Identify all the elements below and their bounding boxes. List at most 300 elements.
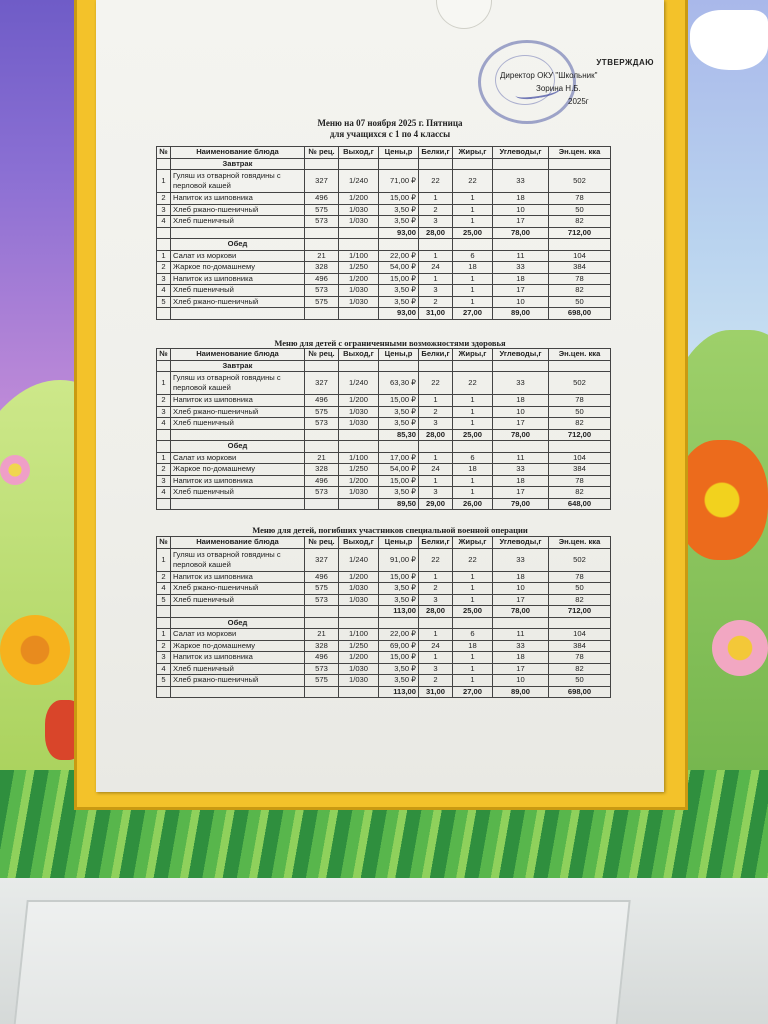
fats: 1 bbox=[453, 475, 493, 487]
total-carbohydrates: 79,00 bbox=[493, 498, 549, 510]
menu-title bbox=[160, 118, 620, 140]
empty-cell bbox=[339, 498, 379, 510]
row-number: 4 bbox=[157, 583, 171, 595]
carbohydrates: 10 bbox=[493, 675, 549, 687]
empty-cell bbox=[305, 308, 339, 320]
carbohydrates: 11 bbox=[493, 629, 549, 641]
empty-cell bbox=[419, 158, 453, 170]
meal-heading-row bbox=[157, 617, 611, 629]
fats: 1 bbox=[453, 594, 493, 606]
row-number: 5 bbox=[157, 296, 171, 308]
column-header: № рец. bbox=[305, 147, 339, 159]
recipe-number: 328 bbox=[305, 640, 339, 652]
empty-cell bbox=[171, 498, 305, 510]
empty-cell bbox=[305, 227, 339, 239]
carbohydrates: 18 bbox=[493, 571, 549, 583]
proteins: 3 bbox=[419, 663, 453, 675]
empty-cell bbox=[419, 441, 453, 453]
carbohydrates: 33 bbox=[493, 464, 549, 476]
empty-cell bbox=[171, 308, 305, 320]
portion-output: 1/030 bbox=[339, 594, 379, 606]
column-header: Белки,г bbox=[419, 147, 453, 159]
recipe-number: 496 bbox=[305, 273, 339, 285]
empty-cell bbox=[339, 429, 379, 441]
empty-cell bbox=[419, 360, 453, 372]
table-header-row bbox=[157, 349, 611, 361]
price: 15,00 ₽ bbox=[379, 193, 419, 205]
total-price: 85,30 bbox=[379, 429, 419, 441]
recipe-number: 496 bbox=[305, 475, 339, 487]
energy-value: 50 bbox=[549, 675, 611, 687]
empty-cell bbox=[305, 360, 339, 372]
carbohydrates: 33 bbox=[493, 372, 549, 395]
empty-cell bbox=[157, 429, 171, 441]
empty-cell bbox=[171, 606, 305, 618]
dish-name: Салат из моркови bbox=[171, 629, 305, 641]
energy-value: 82 bbox=[549, 216, 611, 228]
recipe-number: 575 bbox=[305, 583, 339, 595]
dish-name: Жаркое по-домашнему bbox=[171, 640, 305, 652]
fats: 6 bbox=[453, 452, 493, 464]
price: 91,00 ₽ bbox=[379, 548, 419, 571]
meal-heading-row bbox=[157, 360, 611, 372]
meal-name: Обед bbox=[171, 441, 305, 453]
energy-value: 78 bbox=[549, 652, 611, 664]
price: 3,50 ₽ bbox=[379, 663, 419, 675]
dish-name: Хлеб пшеничный bbox=[171, 663, 305, 675]
energy-value: 502 bbox=[549, 372, 611, 395]
row-number: 1 bbox=[157, 372, 171, 395]
meal-heading-row bbox=[157, 239, 611, 251]
column-header: Наименование блюда bbox=[171, 147, 305, 159]
carbohydrates: 33 bbox=[493, 170, 549, 193]
proteins: 1 bbox=[419, 193, 453, 205]
table-row bbox=[157, 296, 611, 308]
row-number: 1 bbox=[157, 250, 171, 262]
price: 3,50 ₽ bbox=[379, 594, 419, 606]
carbohydrates: 18 bbox=[493, 273, 549, 285]
empty-cell bbox=[379, 158, 419, 170]
total-price: 93,00 bbox=[379, 308, 419, 320]
dish-name: Жаркое по-домашнему bbox=[171, 262, 305, 274]
recipe-number: 573 bbox=[305, 594, 339, 606]
table-row bbox=[157, 663, 611, 675]
price: 54,00 ₽ bbox=[379, 262, 419, 274]
price: 17,00 ₽ bbox=[379, 452, 419, 464]
total-proteins: 28,00 bbox=[419, 227, 453, 239]
empty-cell bbox=[549, 617, 611, 629]
portion-output: 1/240 bbox=[339, 548, 379, 571]
flower-decoration bbox=[0, 455, 30, 485]
fats: 1 bbox=[453, 663, 493, 675]
fats: 1 bbox=[453, 296, 493, 308]
energy-value: 104 bbox=[549, 250, 611, 262]
row-number: 2 bbox=[157, 571, 171, 583]
empty-cell bbox=[453, 360, 493, 372]
empty-cell bbox=[453, 158, 493, 170]
meal-total-row bbox=[157, 686, 611, 698]
table-header-row bbox=[157, 537, 611, 549]
total-proteins: 28,00 bbox=[419, 429, 453, 441]
portion-output: 1/100 bbox=[339, 629, 379, 641]
proteins: 24 bbox=[419, 262, 453, 274]
menu-date-title: Меню на 07 ноября 2025 г. Пятница bbox=[317, 118, 463, 128]
carbohydrates: 10 bbox=[493, 583, 549, 595]
empty-cell bbox=[453, 617, 493, 629]
approval-title: УТВЕРЖДАЮ bbox=[596, 58, 654, 67]
dish-name: Хлеб пшеничный bbox=[171, 418, 305, 430]
empty-cell bbox=[171, 227, 305, 239]
table-row bbox=[157, 583, 611, 595]
row-number: 4 bbox=[157, 418, 171, 430]
empty-cell bbox=[157, 441, 171, 453]
portion-output: 1/200 bbox=[339, 652, 379, 664]
total-energy: 698,00 bbox=[549, 308, 611, 320]
proteins: 1 bbox=[419, 250, 453, 262]
approval-block bbox=[478, 56, 658, 108]
energy-value: 78 bbox=[549, 193, 611, 205]
empty-cell bbox=[339, 308, 379, 320]
empty-cell bbox=[493, 239, 549, 251]
total-proteins: 31,00 bbox=[419, 308, 453, 320]
empty-cell bbox=[305, 617, 339, 629]
column-header: Наименование блюда bbox=[171, 537, 305, 549]
empty-cell bbox=[305, 606, 339, 618]
empty-cell bbox=[157, 617, 171, 629]
carbohydrates: 18 bbox=[493, 475, 549, 487]
price: 22,00 ₽ bbox=[379, 629, 419, 641]
energy-value: 502 bbox=[549, 548, 611, 571]
table-row bbox=[157, 594, 611, 606]
empty-cell bbox=[305, 429, 339, 441]
section-1-title: для учащихся с 1 по 4 классы bbox=[329, 129, 451, 139]
price: 54,00 ₽ bbox=[379, 464, 419, 476]
column-header: Выход,г bbox=[339, 349, 379, 361]
empty-cell bbox=[339, 441, 379, 453]
row-number: 5 bbox=[157, 594, 171, 606]
meal-total-row bbox=[157, 429, 611, 441]
carbohydrates: 17 bbox=[493, 663, 549, 675]
recipe-number: 496 bbox=[305, 395, 339, 407]
proteins: 1 bbox=[419, 452, 453, 464]
portion-output: 1/240 bbox=[339, 372, 379, 395]
dish-name: Хлеб ржано-пшеничный bbox=[171, 675, 305, 687]
price: 3,50 ₽ bbox=[379, 487, 419, 499]
row-number: 3 bbox=[157, 652, 171, 664]
proteins: 24 bbox=[419, 640, 453, 652]
carbohydrates: 33 bbox=[493, 262, 549, 274]
table-row bbox=[157, 170, 611, 193]
column-header: Углеводы,г bbox=[493, 349, 549, 361]
empty-cell bbox=[305, 441, 339, 453]
empty-cell bbox=[157, 239, 171, 251]
dish-name: Напиток из шиповника bbox=[171, 571, 305, 583]
proteins: 1 bbox=[419, 629, 453, 641]
recipe-number: 575 bbox=[305, 204, 339, 216]
row-number: 4 bbox=[157, 216, 171, 228]
dish-name: Хлеб пшеничный bbox=[171, 594, 305, 606]
dish-name: Напиток из шиповника bbox=[171, 193, 305, 205]
price: 71,00 ₽ bbox=[379, 170, 419, 193]
recipe-number: 573 bbox=[305, 487, 339, 499]
table-row bbox=[157, 418, 611, 430]
fats: 22 bbox=[453, 372, 493, 395]
portion-output: 1/030 bbox=[339, 418, 379, 430]
empty-cell bbox=[339, 606, 379, 618]
carbohydrates: 17 bbox=[493, 285, 549, 297]
table-row bbox=[157, 629, 611, 641]
empty-cell bbox=[305, 158, 339, 170]
meal-total-row bbox=[157, 498, 611, 510]
carbohydrates: 11 bbox=[493, 250, 549, 262]
row-number: 1 bbox=[157, 452, 171, 464]
dish-name: Напиток из шиповника bbox=[171, 475, 305, 487]
wall-purple-strip bbox=[0, 0, 80, 420]
portion-output: 1/240 bbox=[339, 170, 379, 193]
carbohydrates: 10 bbox=[493, 296, 549, 308]
table-row bbox=[157, 406, 611, 418]
dish-name: Напиток из шиповника bbox=[171, 273, 305, 285]
carbohydrates: 11 bbox=[493, 452, 549, 464]
meal-name: Обед bbox=[171, 617, 305, 629]
column-header: № рец. bbox=[305, 349, 339, 361]
energy-value: 50 bbox=[549, 204, 611, 216]
empty-document-sleeve bbox=[13, 900, 630, 1024]
fats: 1 bbox=[453, 406, 493, 418]
price: 15,00 ₽ bbox=[379, 652, 419, 664]
empty-cell bbox=[339, 239, 379, 251]
price: 63,30 ₽ bbox=[379, 372, 419, 395]
recipe-number: 327 bbox=[305, 372, 339, 395]
empty-cell bbox=[157, 606, 171, 618]
proteins: 2 bbox=[419, 675, 453, 687]
price: 15,00 ₽ bbox=[379, 475, 419, 487]
portion-output: 1/200 bbox=[339, 273, 379, 285]
row-number: 2 bbox=[157, 464, 171, 476]
empty-cell bbox=[419, 239, 453, 251]
portion-output: 1/100 bbox=[339, 452, 379, 464]
total-energy: 712,00 bbox=[549, 227, 611, 239]
empty-cell bbox=[339, 617, 379, 629]
total-energy: 648,00 bbox=[549, 498, 611, 510]
carbohydrates: 18 bbox=[493, 395, 549, 407]
fats: 1 bbox=[453, 193, 493, 205]
total-fats: 25,00 bbox=[453, 227, 493, 239]
energy-value: 82 bbox=[549, 487, 611, 499]
total-proteins: 29,00 bbox=[419, 498, 453, 510]
empty-cell bbox=[157, 686, 171, 698]
energy-value: 78 bbox=[549, 571, 611, 583]
carbohydrates: 18 bbox=[493, 652, 549, 664]
recipe-number: 328 bbox=[305, 464, 339, 476]
recipe-number: 575 bbox=[305, 406, 339, 418]
dish-name: Хлеб пшеничный bbox=[171, 487, 305, 499]
total-proteins: 31,00 bbox=[419, 686, 453, 698]
dish-name: Салат из моркови bbox=[171, 452, 305, 464]
meal-name: Обед bbox=[171, 239, 305, 251]
total-proteins: 28,00 bbox=[419, 606, 453, 618]
dish-name: Хлеб пшеничный bbox=[171, 285, 305, 297]
row-number: 3 bbox=[157, 406, 171, 418]
row-number: 2 bbox=[157, 193, 171, 205]
meal-total-row bbox=[157, 227, 611, 239]
proteins: 24 bbox=[419, 464, 453, 476]
dish-name: Салат из моркови bbox=[171, 250, 305, 262]
column-header: Белки,г bbox=[419, 537, 453, 549]
carbohydrates: 17 bbox=[493, 418, 549, 430]
total-energy: 712,00 bbox=[549, 429, 611, 441]
dish-name: Напиток из шиповника bbox=[171, 652, 305, 664]
total-carbohydrates: 89,00 bbox=[493, 686, 549, 698]
empty-cell bbox=[493, 441, 549, 453]
carbohydrates: 10 bbox=[493, 406, 549, 418]
proteins: 3 bbox=[419, 216, 453, 228]
empty-cell bbox=[379, 360, 419, 372]
energy-value: 82 bbox=[549, 285, 611, 297]
total-energy: 698,00 bbox=[549, 686, 611, 698]
carbohydrates: 10 bbox=[493, 204, 549, 216]
row-number: 1 bbox=[157, 629, 171, 641]
total-price: 89,50 bbox=[379, 498, 419, 510]
empty-cell bbox=[305, 498, 339, 510]
empty-cell bbox=[171, 429, 305, 441]
column-header: № bbox=[157, 537, 171, 549]
column-header: Эн.цен. кка bbox=[549, 537, 611, 549]
column-header: № рец. bbox=[305, 537, 339, 549]
total-carbohydrates: 78,00 bbox=[493, 227, 549, 239]
recipe-number: 573 bbox=[305, 216, 339, 228]
column-header: Углеводы,г bbox=[493, 537, 549, 549]
fats: 1 bbox=[453, 395, 493, 407]
price: 3,50 ₽ bbox=[379, 296, 419, 308]
fats: 1 bbox=[453, 273, 493, 285]
proteins: 2 bbox=[419, 583, 453, 595]
row-number: 4 bbox=[157, 663, 171, 675]
recipe-number: 327 bbox=[305, 170, 339, 193]
portion-output: 1/030 bbox=[339, 204, 379, 216]
proteins: 3 bbox=[419, 285, 453, 297]
empty-cell bbox=[379, 617, 419, 629]
fats: 6 bbox=[453, 250, 493, 262]
proteins: 3 bbox=[419, 418, 453, 430]
empty-cell bbox=[171, 686, 305, 698]
empty-cell bbox=[549, 158, 611, 170]
carbohydrates: 17 bbox=[493, 487, 549, 499]
column-header: Выход,г bbox=[339, 537, 379, 549]
table-row bbox=[157, 464, 611, 476]
total-fats: 25,00 bbox=[453, 429, 493, 441]
energy-value: 78 bbox=[549, 395, 611, 407]
column-header: Цены,р bbox=[379, 147, 419, 159]
column-header: Цены,р bbox=[379, 537, 419, 549]
total-price: 113,00 bbox=[379, 606, 419, 618]
approval-position: Директор ОКУ "Школьник" bbox=[500, 71, 598, 80]
energy-value: 384 bbox=[549, 262, 611, 274]
column-header: Жиры,г bbox=[453, 349, 493, 361]
proteins: 1 bbox=[419, 652, 453, 664]
proteins: 22 bbox=[419, 548, 453, 571]
carbohydrates: 17 bbox=[493, 594, 549, 606]
empty-cell bbox=[339, 686, 379, 698]
price: 3,50 ₽ bbox=[379, 216, 419, 228]
flower-decoration bbox=[0, 615, 70, 685]
total-carbohydrates: 89,00 bbox=[493, 308, 549, 320]
empty-cell bbox=[157, 498, 171, 510]
total-fats: 26,00 bbox=[453, 498, 493, 510]
table-row bbox=[157, 475, 611, 487]
dish-name: Гуляш из отварной говядины с перловой кашей bbox=[171, 548, 305, 571]
table-row bbox=[157, 675, 611, 687]
proteins: 2 bbox=[419, 296, 453, 308]
meal-name: Завтрак bbox=[171, 360, 305, 372]
proteins: 22 bbox=[419, 372, 453, 395]
proteins: 3 bbox=[419, 487, 453, 499]
section-2-title: Меню для детей с ограниченными возможностями здоровья bbox=[274, 338, 506, 348]
proteins: 1 bbox=[419, 395, 453, 407]
portion-output: 1/030 bbox=[339, 285, 379, 297]
energy-value: 78 bbox=[549, 273, 611, 285]
cartoon-hand-decoration bbox=[690, 10, 768, 70]
price: 15,00 ₽ bbox=[379, 571, 419, 583]
fats: 1 bbox=[453, 418, 493, 430]
dish-name: Хлеб пшеничный bbox=[171, 216, 305, 228]
meal-name: Завтрак bbox=[171, 158, 305, 170]
portion-output: 1/250 bbox=[339, 464, 379, 476]
dish-name: Хлеб ржано-пшеничный bbox=[171, 406, 305, 418]
total-carbohydrates: 78,00 bbox=[493, 606, 549, 618]
empty-cell bbox=[379, 441, 419, 453]
price: 69,00 ₽ bbox=[379, 640, 419, 652]
recipe-number: 328 bbox=[305, 262, 339, 274]
fats: 1 bbox=[453, 487, 493, 499]
price: 15,00 ₽ bbox=[379, 395, 419, 407]
portion-output: 1/250 bbox=[339, 640, 379, 652]
portion-output: 1/200 bbox=[339, 395, 379, 407]
recipe-number: 496 bbox=[305, 193, 339, 205]
meal-total-row bbox=[157, 606, 611, 618]
total-carbohydrates: 78,00 bbox=[493, 429, 549, 441]
row-number: 2 bbox=[157, 262, 171, 274]
row-number: 1 bbox=[157, 548, 171, 571]
proteins: 1 bbox=[419, 571, 453, 583]
recipe-number: 21 bbox=[305, 452, 339, 464]
total-price: 113,00 bbox=[379, 686, 419, 698]
fats: 18 bbox=[453, 464, 493, 476]
energy-value: 384 bbox=[549, 464, 611, 476]
portion-output: 1/030 bbox=[339, 487, 379, 499]
energy-value: 82 bbox=[549, 594, 611, 606]
dish-name: Напиток из шиповника bbox=[171, 395, 305, 407]
price: 3,50 ₽ bbox=[379, 204, 419, 216]
table-row bbox=[157, 285, 611, 297]
meal-total-row bbox=[157, 308, 611, 320]
table-header-row bbox=[157, 147, 611, 159]
row-number: 5 bbox=[157, 675, 171, 687]
column-header: Белки,г bbox=[419, 349, 453, 361]
energy-value: 104 bbox=[549, 452, 611, 464]
table-row bbox=[157, 395, 611, 407]
proteins: 1 bbox=[419, 273, 453, 285]
row-number: 3 bbox=[157, 204, 171, 216]
row-number: 3 bbox=[157, 273, 171, 285]
energy-value: 104 bbox=[549, 629, 611, 641]
empty-cell bbox=[549, 239, 611, 251]
row-number: 4 bbox=[157, 285, 171, 297]
table-row bbox=[157, 250, 611, 262]
row-number: 3 bbox=[157, 475, 171, 487]
total-price: 93,00 bbox=[379, 227, 419, 239]
energy-value: 384 bbox=[549, 640, 611, 652]
